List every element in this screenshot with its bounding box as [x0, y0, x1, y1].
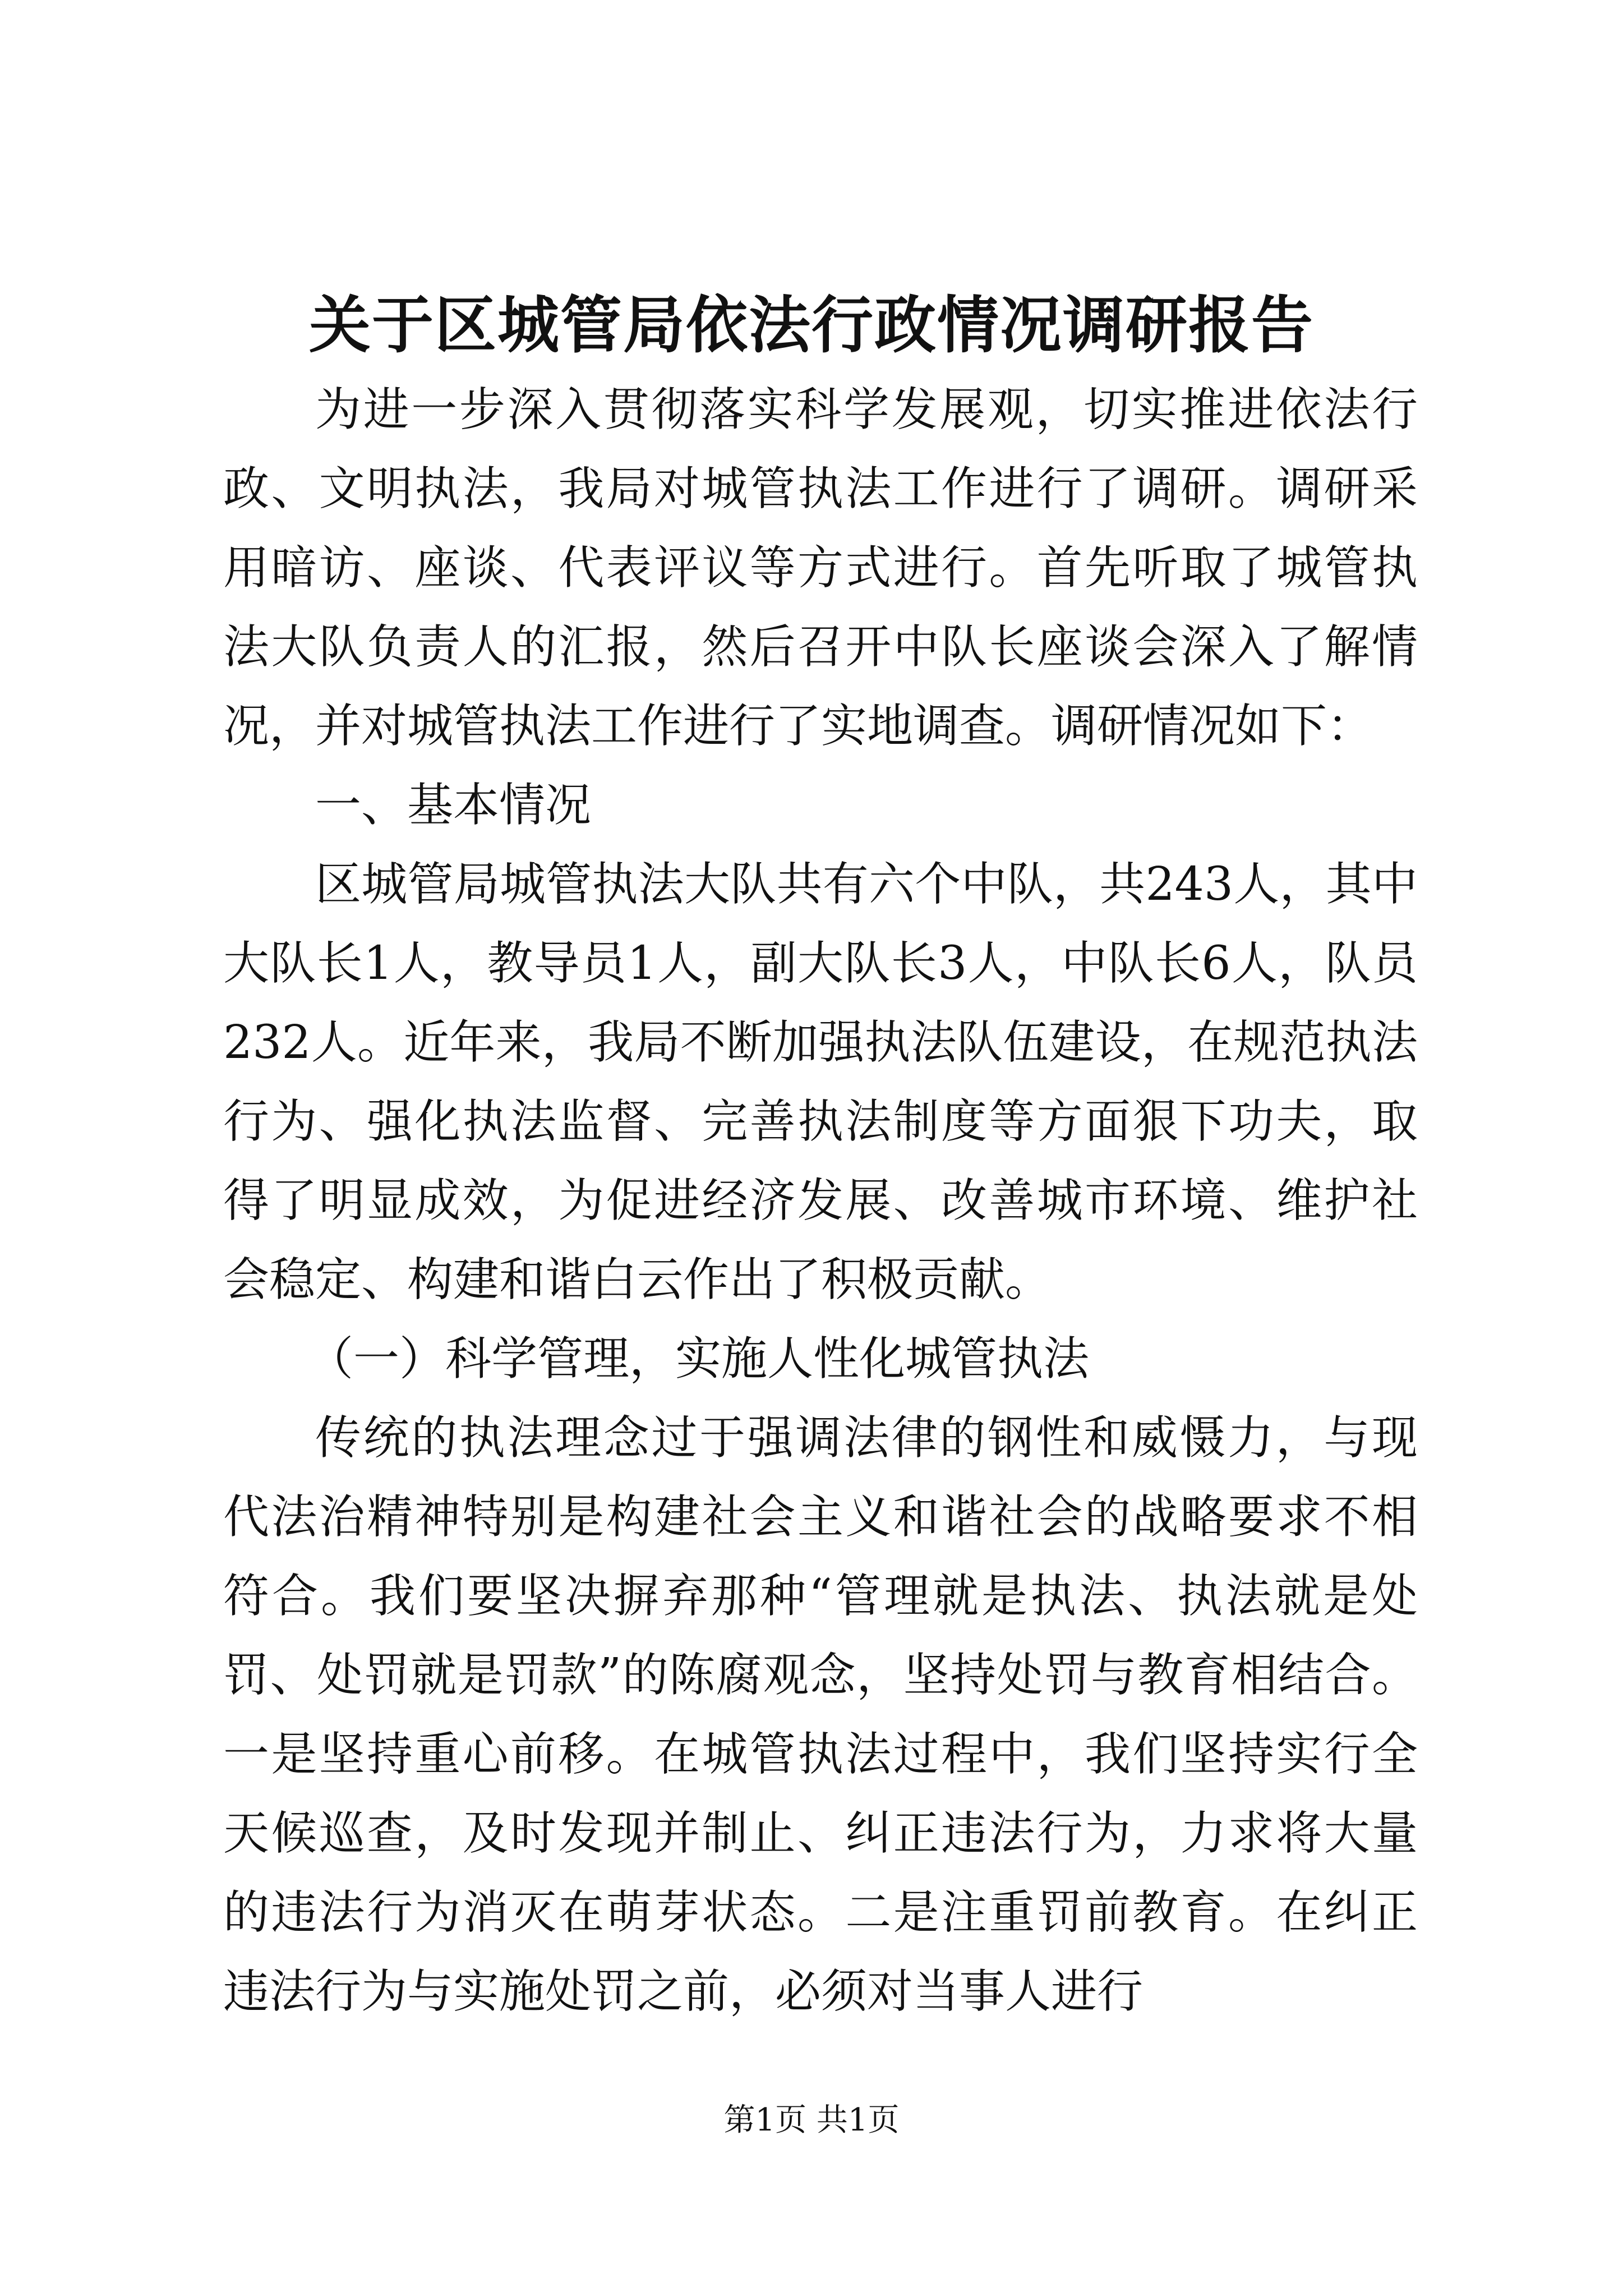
page-footer: 第1页 共1页	[723, 2102, 900, 2138]
document-title: 关于区城管局依法行政情况调研报告	[309, 289, 1314, 361]
paragraph-enforcement-concept: 传统的执法理念过于强调法律的钢性和威慑力，与现代法治精神特别是构建社会主义和谐社会的战略要求不相符合。我们要坚决摒弃那种“管理就是执法、执法就是处罚、处罚就是罚款”的陈腐观念，坚持处罚与教育相结合。一是坚持重心前移。在城管执法过程中，我们坚持实行全天候巡查，及时发现并制止、纠正违法行为，力求将大量的违法行为消灭在萌芽状态。二是注重罚前教育。在纠正违法行为与实施处罚之前，必须对当事人进行	[223, 1411, 1418, 2018]
paragraph-intro: 为进一步深入贯彻落实科学发展观，切实推进依法行政、文明执法，我局对城管执法工作进行了调研。调研采用暗访、座谈、代表评议等方式进行。首先听取了城管执法大队负责人的汇报，然后召开中队长座谈会深入了解情况，并对城管执法工作进行了实地调查。调研情况如下：	[223, 383, 1418, 753]
paragraph-basic-situation: 区城管局城管执法大队共有六个中队，共243人，其中大队长1人，教导员1人，副大队长3人，中队长6人，队员232人。近年来，我局不断加强执法队伍建设，在规范执法行为、强化执法监督、完善执法制度等方面狠下功夫，取得了明显成效，为促进经济发展、改善城市环境、维护社会稳定、构建和谐白云作出了积极贡献。	[223, 858, 1418, 1306]
section-heading-basic-situation: 一、基本情况	[315, 779, 592, 832]
document-body	[223, 370, 1418, 2031]
subsection-heading-scientific-management: （一）科学管理，实施人性化城管执法	[307, 1332, 1090, 1386]
